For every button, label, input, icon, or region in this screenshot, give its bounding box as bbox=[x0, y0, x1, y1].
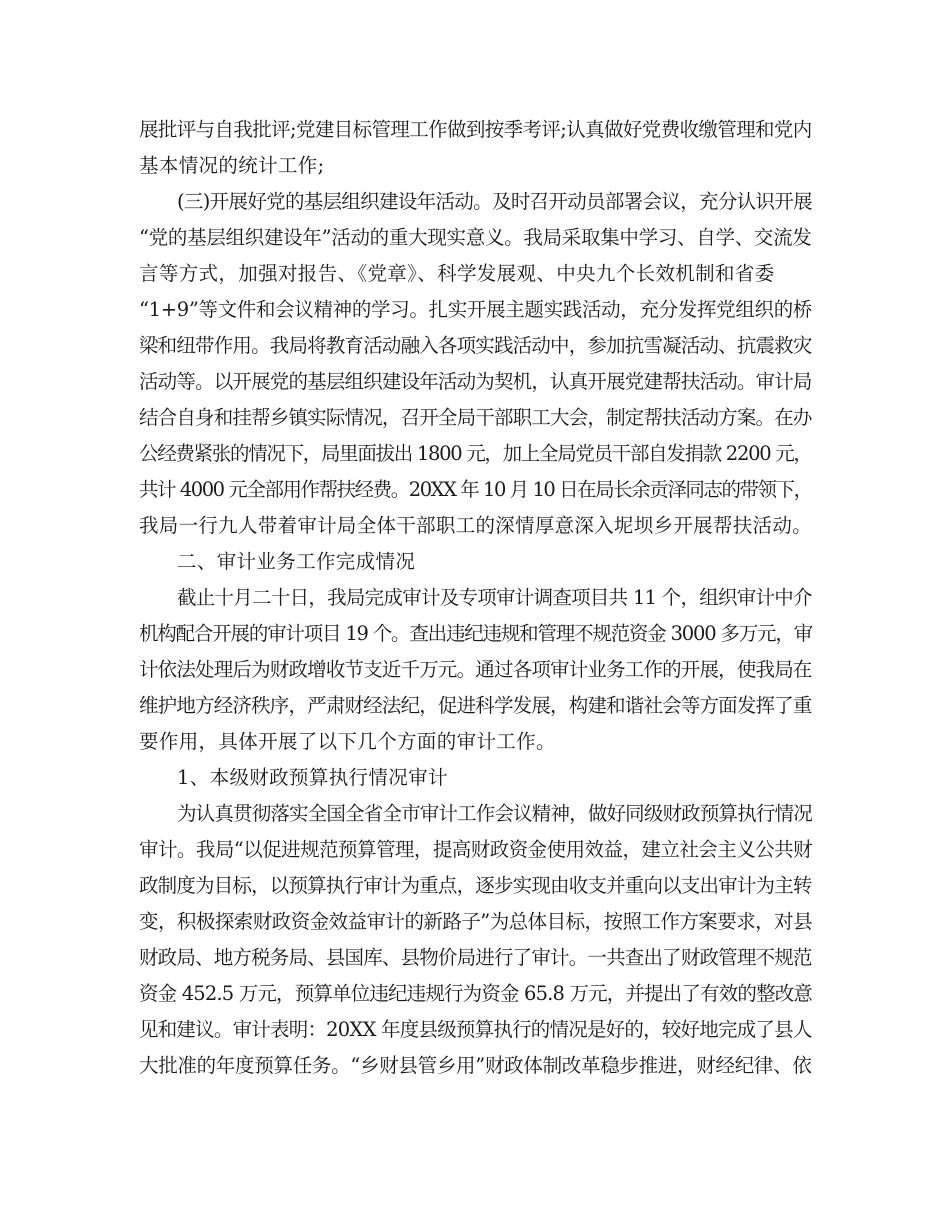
text-line: 见和建议。审计表明：20XX 年度县级预算执行的情况是好的，较好地完成了县人 bbox=[139, 1018, 812, 1041]
text-line: 维护地方经济秩序，严肃财经法纪，促进科学发展，构建和谐社会等方面发挥了重 bbox=[139, 694, 812, 717]
text-line: 变，积极探索财政资金效益审计的新路子”为总体目标，按照工作方案要求，对县 bbox=[139, 910, 813, 933]
text-line: 资金 452.5 万元，预算单位违纪违规行为资金 65.8 万元，并提出了有效的整改意 bbox=[139, 982, 813, 1005]
text-line: 计依法处理后为财政增收节支近千万元。通过各项审计业务工作的开展，使我局在 bbox=[139, 658, 812, 681]
subsection-heading: 1、本级财政预算执行情况审计 bbox=[177, 766, 448, 789]
text-line: 审计。我局“以促进规范预算管理，提高财政资金使用效益，建立社会主义公共财 bbox=[139, 838, 813, 861]
text-line: 公经费紧张的情况下，局里面拔出 1800 元，加上全局党员干部自发捐款 2200 元， bbox=[139, 442, 812, 465]
text-line: “党的基层组织建设年”活动的重大现实意义。我局采取集中学习、自学、交流发 bbox=[139, 226, 812, 249]
text-line: 财政局、地方税务局、县国库、县物价局进行了审计。一共查出了财政管理不规范 bbox=[139, 946, 812, 969]
text-line: 截止十月二十日，我局完成审计及专项审计调查项目共 11 个，组织审计中介 bbox=[177, 586, 812, 609]
text-line: “1+9”等文件和会议精神的学习。扎实开展主题实践活动，充分发挥党组织的桥 bbox=[139, 298, 813, 321]
text-line: 基本情况的统计工作; bbox=[139, 154, 325, 177]
text-line: 言等方式，加强对报告、《党章》、科学发展观、中央九个长效机制和省委 bbox=[139, 262, 775, 285]
text-line: 共计 4000 元全部用作帮扶经费。20XX 年 10 月 10 日在局长余贡泽同志的带领下， bbox=[139, 478, 812, 501]
text-line: 要作用，具体开展了以下几个方面的审计工作。 bbox=[139, 730, 556, 753]
text-line: 政制度为目标，以预算执行审计为重点，逐步实现由收支并重向以支出审计为主转 bbox=[139, 874, 812, 897]
text-line: (三)开展好党的基层组织建设年活动。及时召开动员部署会议，充分认识开展 bbox=[177, 190, 812, 213]
text-line: 机构配合开展的审计项目 19 个。查出违纪违规和管理不规范资金 3000 多万元，审 bbox=[139, 622, 812, 645]
text-line: 展批评与自我批评;党建目标管理工作做到按季考评;认真做好党费收缴管理和党内 bbox=[139, 118, 812, 141]
text-line: 梁和纽带作用。我局将教育活动融入各项实践活动中，参加抗雪凝活动、抗震救灾 bbox=[139, 334, 812, 357]
text-line: 为认真贯彻落实全国全省全市审计工作会议精神，做好同级财政预算执行情况 bbox=[177, 802, 812, 825]
text-line: 结合自身和挂帮乡镇实际情况，召开全局干部职工大会，制定帮扶活动方案。在办 bbox=[139, 406, 812, 429]
text-line: 活动等。以开展党的基层组织建设年活动为契机，认真开展党建帮扶活动。审计局 bbox=[139, 370, 812, 393]
text-line: 我局一行九人带着审计局全体干部职工的深情厚意深入坭坝乡开展帮扶活动。 bbox=[139, 514, 812, 537]
text-line: 大批准的年度预算任务。“乡财县管乡用”财政体制改革稳步推进，财经纪律、依 bbox=[139, 1054, 812, 1077]
section-heading: 二、审计业务工作完成情况 bbox=[177, 550, 416, 573]
